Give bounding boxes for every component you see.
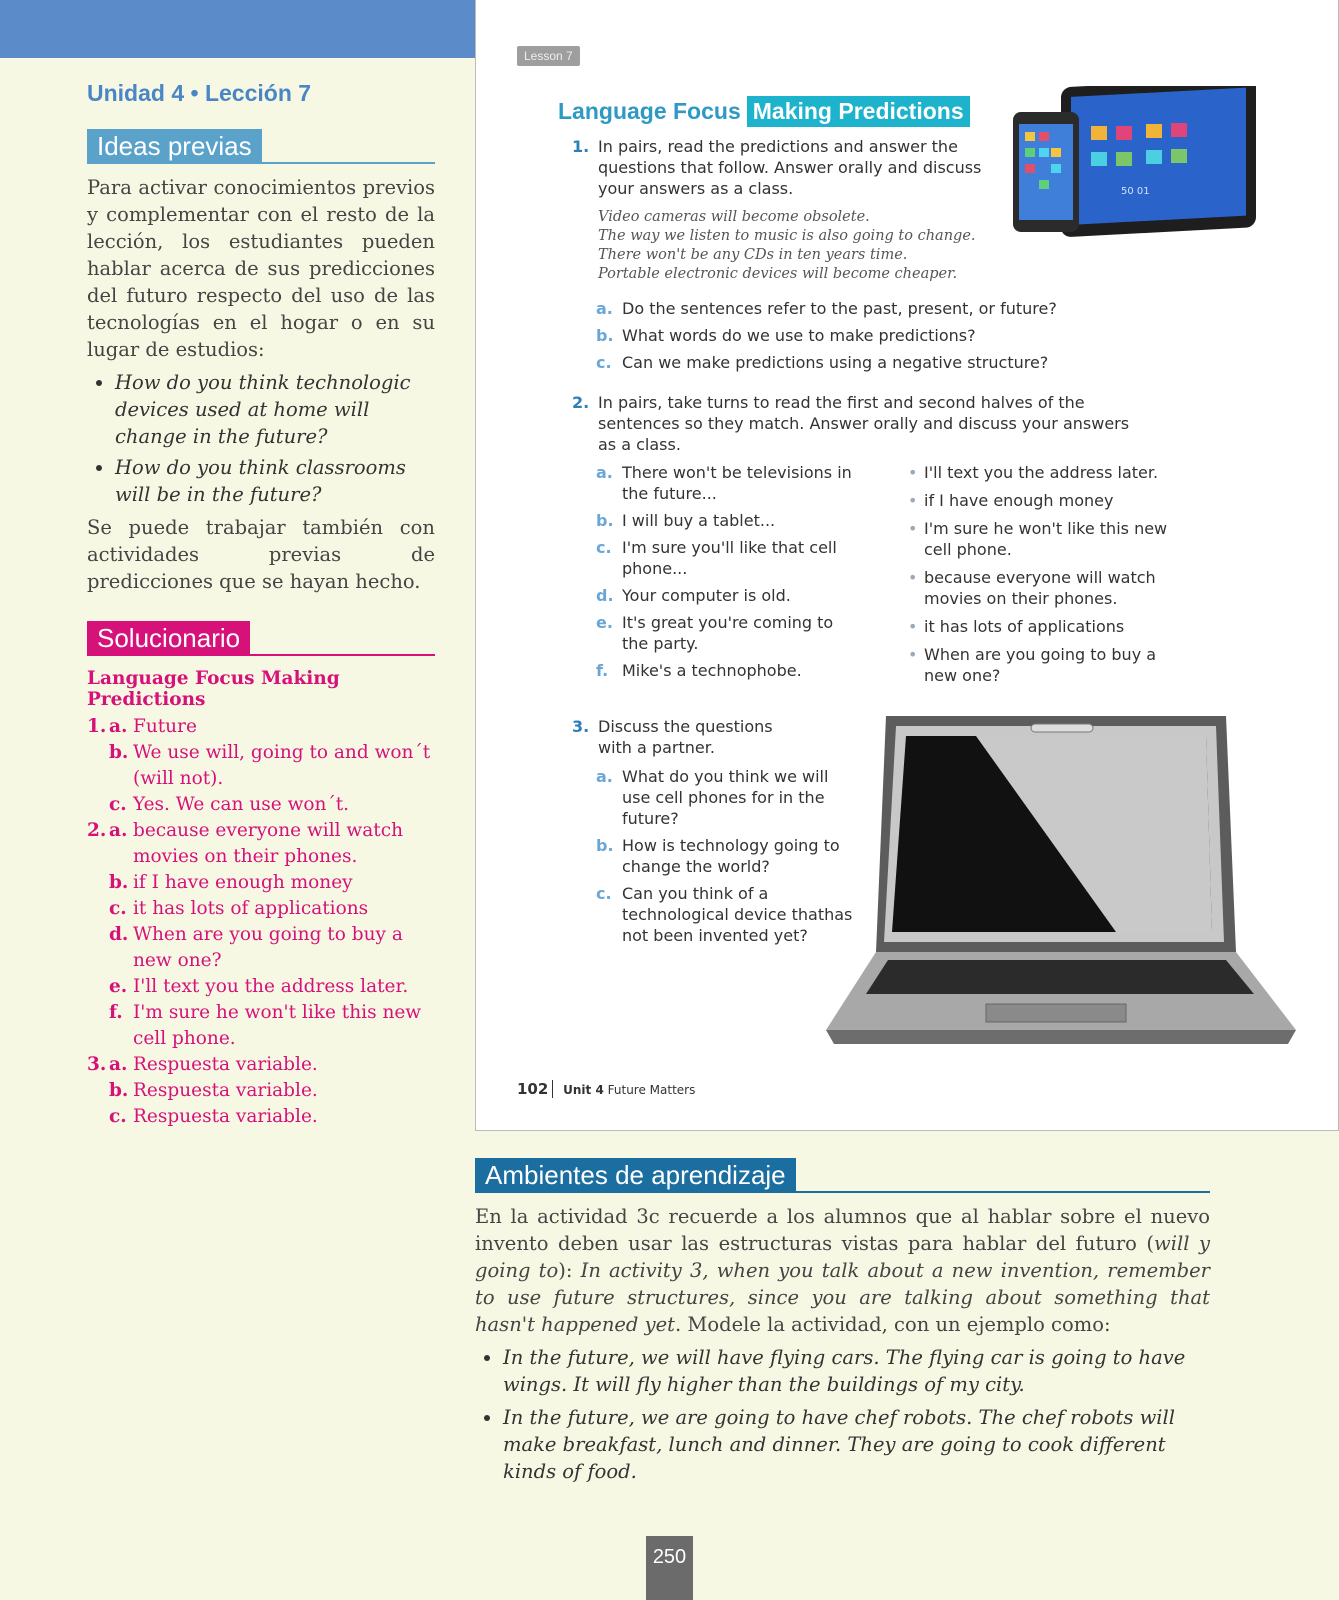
question-number: 2.: [572, 393, 590, 412]
sub-item: [596, 537, 862, 579]
example-sentence: Video cameras will become obsolete.: [598, 209, 870, 225]
match-item: [908, 490, 1184, 511]
sub-item-text: Do the sentences refer to the past, present, or future?: [622, 299, 1057, 318]
making-predictions-label: Making Predictions: [747, 96, 970, 127]
sub-item-text: How is technology going to change the world?: [622, 836, 840, 876]
answer-letter: a.: [109, 716, 128, 737]
question-3: [572, 716, 798, 758]
match-item-text: because everyone will watch movies on their phones.: [924, 568, 1156, 608]
unit-title: Unidad 4 • Lección 7: [87, 80, 312, 106]
example-sentences: [598, 208, 1018, 284]
answer-text: Respuesta variable.: [133, 1054, 318, 1075]
answer-number: 1.: [87, 716, 107, 737]
page-number: 250: [646, 1536, 693, 1600]
footer-unit: Unit 4: [563, 1083, 604, 1097]
sub-item-text: There won't be televisions in the future...: [622, 463, 852, 503]
answer-item: [87, 1104, 435, 1130]
solucionario-title: Solucionario: [87, 621, 250, 656]
sub-item-text: I will buy a tablet...: [622, 511, 776, 530]
bullet-dot: •: [908, 645, 918, 664]
answer-item: [87, 818, 435, 870]
book-footer: [517, 1080, 695, 1098]
match-item-text: I'll text you the address later.: [924, 463, 1159, 482]
language-focus-label: Language Focus: [558, 98, 741, 124]
answer-text: When are you going to buy a new one?: [133, 924, 403, 971]
ambientes-title: Ambientes de aprendizaje: [475, 1158, 796, 1193]
solucionario-header: [87, 621, 435, 656]
question-number: 3.: [572, 717, 590, 736]
answer-item: [87, 792, 435, 818]
bullet-dot: •: [908, 617, 918, 636]
answer-letter: e.: [109, 976, 128, 997]
item-letter: e.: [596, 613, 613, 632]
sub-item: [596, 510, 862, 531]
ambientes-header: [475, 1158, 1210, 1193]
header-rule: [796, 1191, 1210, 1193]
teacher-sidebar: [87, 80, 435, 1130]
header-rule: [262, 162, 435, 164]
ambientes-bullet: • In the future, we will have flying cars. The flying car is going to have wings. It will fly higher than the buildings of my city.: [503, 1344, 1210, 1398]
question-2-right-column: [908, 462, 1184, 686]
ambientes-text-part: En la actividad 3c recuerde a los alumnos que al hablar sobre el nuevo invento deben usar las estructuras vistas para hablar del futuro (: [475, 1205, 1210, 1255]
question-number: 1.: [572, 137, 590, 156]
sub-item-text: Can we make predictions using a negative structure?: [622, 353, 1049, 372]
answer-letter: b.: [109, 872, 129, 893]
sub-item: [596, 298, 1182, 319]
ideas-text: Para activar conocimientos previos y complementar con el resto de la lección, los estudiantes pueden hablar acerca de sus predicciones del futuro respecto del uso de las tecnologías en el hogar o en su lugar de estudios:: [87, 176, 435, 361]
answer-number: 2.: [87, 820, 107, 841]
example-sentence: The way we listen to music is also going to change.: [598, 228, 976, 244]
example-sentence: There won't be any CDs in ten years time.: [598, 247, 908, 263]
item-letter: b.: [596, 326, 614, 345]
item-letter: c.: [596, 353, 612, 372]
answer-text: Respuesta variable.: [133, 1080, 318, 1101]
answer-text: Respuesta variable.: [133, 1106, 318, 1127]
question-1-text: In pairs, read the predictions and answer the questions that follow. Answer orally and discuss your answers as a class.: [598, 137, 982, 198]
match-item: [908, 644, 1184, 686]
ambientes-text: [475, 1203, 1210, 1338]
item-letter: b.: [596, 836, 614, 855]
ambientes-text-part: ):: [558, 1259, 581, 1282]
sub-item-text: Can you think of a technological device thathas not been invented yet?: [622, 884, 853, 945]
question-2: [572, 392, 1138, 455]
ambientes-text-italic: will y going to: [475, 1232, 1210, 1282]
tablet-screen-text: 50 01: [1121, 186, 1150, 197]
sub-item: [596, 766, 858, 829]
ideas-previas-header: [87, 129, 435, 164]
answer-text: it has lots of applications: [133, 898, 369, 919]
sub-item: [596, 835, 858, 877]
match-item-text: it has lots of applications: [924, 617, 1125, 636]
top-color-bar: [0, 0, 475, 58]
ambientes-section: [475, 1158, 1210, 1491]
item-letter: b.: [596, 511, 614, 530]
answer-letter: d.: [109, 924, 129, 945]
answer-item: [87, 922, 435, 974]
question-2-left-column: [596, 462, 862, 681]
item-letter: d.: [596, 586, 614, 605]
bullet-dot: •: [908, 463, 918, 482]
ideas-bullets: [87, 369, 435, 508]
item-letter: a.: [596, 767, 613, 786]
answer-item: [87, 1078, 435, 1104]
answer-letter: a.: [109, 820, 128, 841]
sub-item: [596, 352, 1182, 373]
sub-item-text: It's great you're coming to the party.: [622, 613, 834, 653]
sub-item-text: What do you think we will use cell phones for in the future?: [622, 767, 829, 828]
match-item: [908, 616, 1184, 637]
question-3-items: [596, 766, 858, 946]
answer-text: We use will, going to and won´t (will not).: [133, 742, 431, 789]
answer-number: 3.: [87, 1054, 107, 1075]
lesson-tag: Lesson 7: [517, 46, 580, 66]
sub-item: [596, 462, 862, 504]
student-book-page: [475, 0, 1339, 1131]
book-page-number: 102: [517, 1080, 553, 1098]
question-3-text: Discuss the questions with a partner.: [598, 717, 773, 757]
answer-letter: c.: [109, 898, 127, 919]
example-sentence: Portable electronic devices will become cheaper.: [598, 266, 958, 282]
match-item-text: When are you going to buy a new one?: [924, 645, 1157, 685]
answer-item: [87, 870, 435, 896]
sub-item-text: Your computer is old.: [622, 586, 791, 605]
answer-item: [87, 974, 435, 1000]
answer-letter: b.: [109, 1080, 129, 1101]
question-1-items: [596, 298, 1182, 373]
phone-tablet-illustration: [1011, 86, 1261, 261]
language-focus-title: [558, 96, 970, 127]
answer-text: Future: [133, 716, 197, 737]
answer-text: Yes. We can use won´t.: [133, 794, 350, 815]
ideas-text-2: Se puede trabajar también con actividades previas de predicciones que se hayan hecho.: [87, 516, 435, 593]
ideas-bullet: • How do you think technologic devices used at home will change in the future?: [115, 369, 435, 450]
sub-item-text: Mike's a technophobe.: [622, 661, 802, 680]
answer-letter: b.: [109, 742, 129, 763]
item-letter: c.: [596, 538, 612, 557]
answer-letter: c.: [109, 794, 127, 815]
item-letter: c.: [596, 884, 612, 903]
bullet-dot: •: [908, 491, 918, 510]
header-rule: [250, 654, 435, 656]
match-item-text: if I have enough money: [924, 491, 1114, 510]
answer-text: because everyone will watch movies on their phones.: [133, 820, 403, 867]
answer-item: [87, 1000, 435, 1052]
item-letter: a.: [596, 299, 613, 318]
answer-text: if I have enough money: [133, 872, 353, 893]
bullet-dot: •: [908, 519, 918, 538]
sub-item: [596, 883, 858, 946]
ideas-previas-title: Ideas previas: [87, 129, 262, 164]
sub-item-text: What words do we use to make predictions?: [622, 326, 976, 345]
answer-list: [87, 714, 435, 1130]
footer-title: Future Matters: [607, 1083, 696, 1097]
answer-item: [87, 714, 435, 740]
item-letter: f.: [596, 661, 609, 680]
laptop-illustration: [826, 712, 1306, 1057]
sub-item: [596, 325, 1182, 346]
match-item: [908, 518, 1184, 560]
ambientes-bullet: • In the future, we are going to have chef robots. The chef robots will make breakfast, lunch and dinner. They are going to cook different kinds of food.: [503, 1404, 1210, 1485]
sub-item: [596, 585, 862, 606]
match-item: [908, 567, 1184, 609]
answer-letter: f.: [109, 1002, 123, 1023]
sub-item: [596, 612, 862, 654]
ambientes-text-italic: In activity 3, when you talk about a new invention, remember to use future structures, since you are talking about something that hasn't happened yet: [475, 1259, 1211, 1336]
answer-item: [87, 740, 435, 792]
match-item: [908, 462, 1184, 483]
answer-letter: c.: [109, 1106, 127, 1127]
answer-letter: a.: [109, 1054, 128, 1075]
answer-item: [87, 896, 435, 922]
item-letter: a.: [596, 463, 613, 482]
answer-item: [87, 1052, 435, 1078]
ambientes-bullets: [475, 1344, 1210, 1485]
solucionario-subtitle: Language Focus Making Predictions: [87, 668, 340, 710]
question-2-text: In pairs, take turns to read the first and second halves of the sentences so they match. Answer orally and discuss your answers as a class.: [598, 393, 1130, 454]
ideas-bullet: • How do you think classrooms will be in the future?: [115, 454, 435, 508]
sub-item: [596, 660, 862, 681]
answer-text: I'll text you the address later.: [133, 976, 409, 997]
ambientes-text-part: . Modele la actividad, con un ejemplo como:: [675, 1313, 1111, 1336]
question-1: [572, 136, 998, 199]
answer-text: I'm sure he won't like this new cell phone.: [133, 1002, 422, 1049]
bullet-dot: •: [908, 568, 918, 587]
match-item-text: I'm sure he won't like this new cell phone.: [924, 519, 1168, 559]
sub-item-text: I'm sure you'll like that cell phone...: [622, 538, 837, 578]
